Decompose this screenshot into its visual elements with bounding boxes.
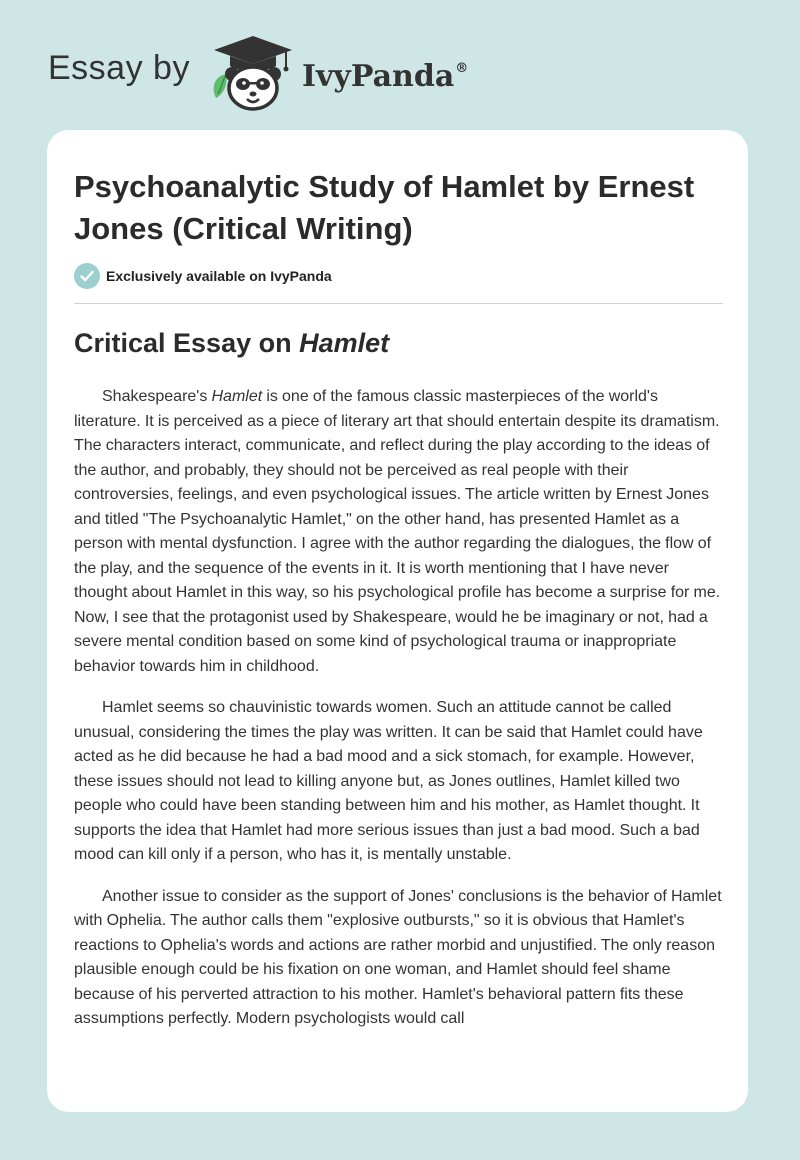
- paragraph-emphasis: Hamlet: [211, 388, 263, 405]
- paragraph: Hamlet seems so chauvinistic towards women. Such an attitude cannot be called unusual, considering the times the play was written. It can be said that Hamlet could have acted as he did because he had a bad mood and a sick stomach, for example. However, these issues should not lead to killing anyone but, as Jones outlines, Hamlet killed two people who could have been standing between him and his mother, as Hamlet thought. It supports the idea that Hamlet had more serious issues than just a bad mood. Such a bad mood can kill only if a person, who has it, is mentally unstable.: [74, 699, 703, 863]
- section-heading-emphasis: Hamlet: [299, 328, 390, 358]
- paragraph-rest: is one of the famous classic masterpieces of the world's literature. It is perceived as a piece of literary art that should entertain despite its dramatism. The characters interact, communicate, and reflect during the play according to the ideas of the author, and probably, they should not be perceived as real people with their controversies, feelings, and even psychological issues. The article written by Ernest Jones and titled "The Psychoanalytic Hamlet," on the other hand, has presented Hamlet as a person with mental dysfunction. I agree with the author regarding the dialogues, the flow of the play, and the sequence of the events in it. It is worth mentioning that I have never thought about Hamlet in this way, so his psychological profile has become a surprise for me. Now, I see that the protagonist used by Shakespeare, would he be imaginary or not, had a severe mental condition based on some kind of psychological trauma or inappropriate behavior towards him in childhood.: [74, 388, 721, 675]
- brand-name-text: IvyPanda: [301, 58, 455, 94]
- brand-prefix: Essay by: [48, 48, 190, 87]
- registered-mark: ®: [455, 60, 469, 76]
- badge-text: Exclusively available on IvyPanda: [106, 268, 332, 284]
- section-heading-prefix: Critical Essay on: [74, 328, 300, 358]
- exclusive-badge: [74, 263, 332, 289]
- paragraph: [74, 385, 724, 679]
- panda-graduate-logo-icon[interactable]: [206, 34, 296, 114]
- divider: [74, 303, 723, 304]
- checkmark-icon: [74, 263, 100, 289]
- paragraph-start: Shakespeare's: [102, 388, 212, 405]
- site-header: [48, 34, 468, 114]
- section-heading: [74, 325, 389, 361]
- brand-name[interactable]: [302, 59, 468, 94]
- paragraph: Another issue to consider as the support of Jones' conclusions is the behavior of Hamlet with Ophelia. The author calls them "explosive outbursts," so it is obvious that Hamlet's reactions to Ophelia's words and actions are rather morbid and unjustified. The only reason plausible enough could be his fixation on one woman, and Hamlet should feel shame because of his perverted attraction to his mother. Hamlet's behavioral pattern fits these assumptions perfectly. Modern psychologists would call: [74, 887, 722, 1027]
- essay-card: [47, 130, 748, 1112]
- essay-body: [74, 385, 724, 1049]
- page-title: Psychoanalytic Study of Hamlet by Ernest Jones (Critical Writing): [74, 169, 695, 246]
